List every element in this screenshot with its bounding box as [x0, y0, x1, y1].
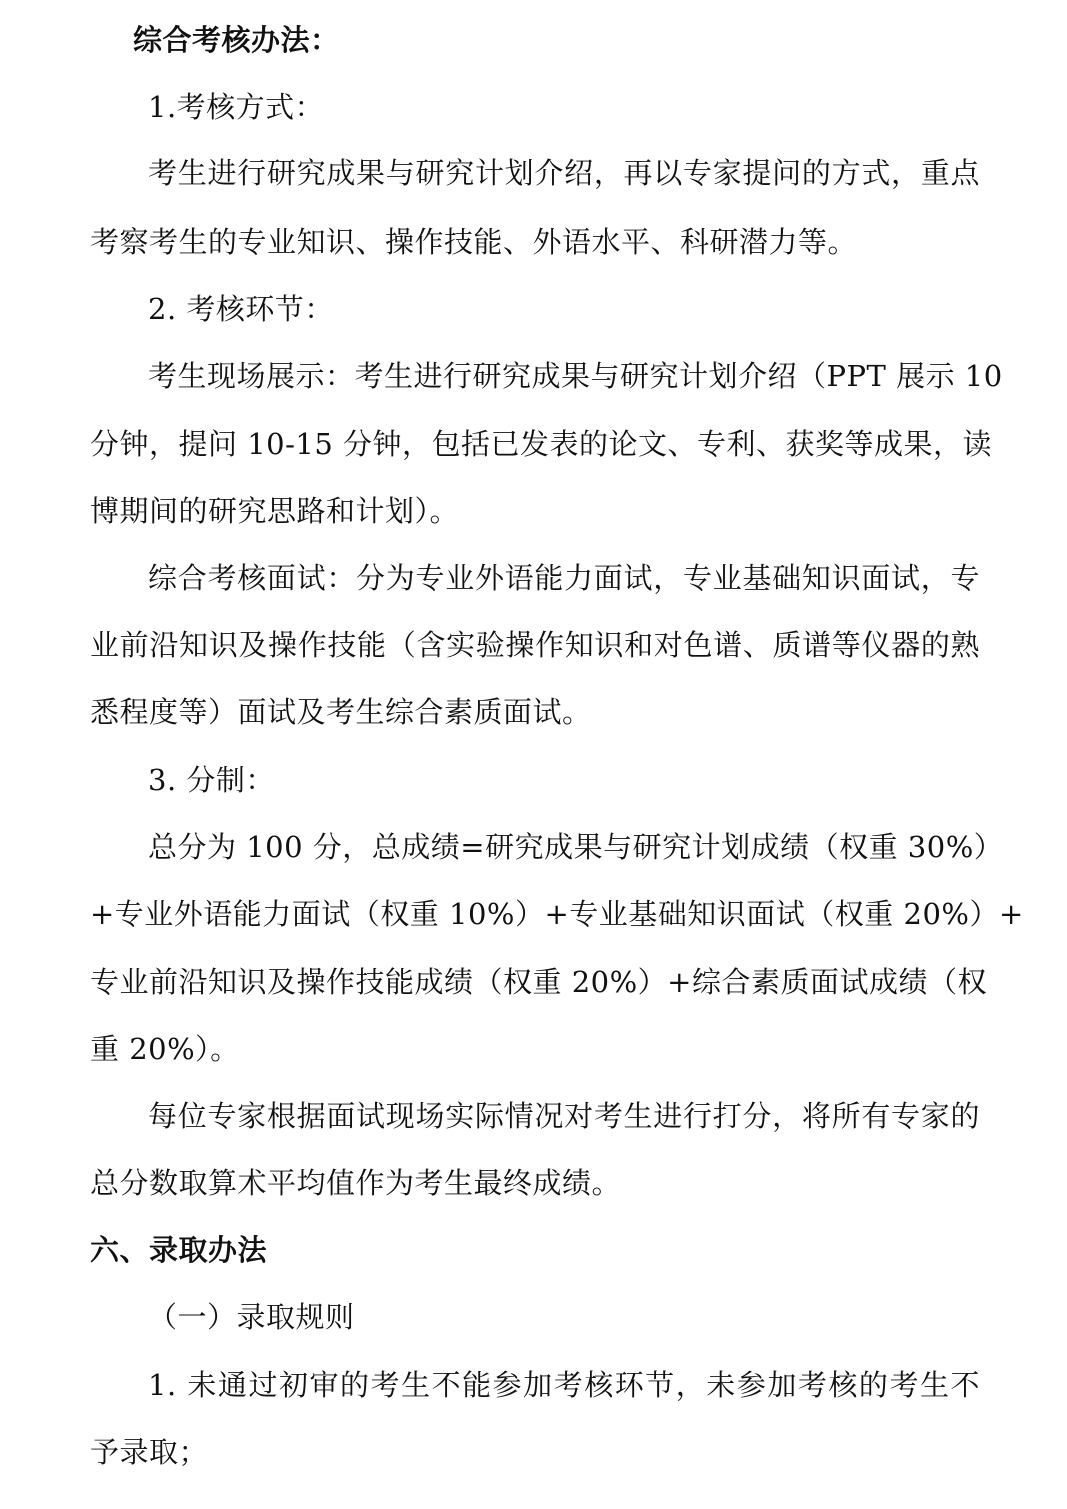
scoring-heading: 3. 分制： — [148, 763, 275, 797]
paragraph-line: 专业前沿知识及操作技能成绩（权重 20%）+综合素质面试成绩（权 — [90, 965, 987, 999]
assessment-stage-heading: 2. 考核环节： — [148, 292, 334, 326]
paragraph-line: 1. 未通过初审的考生不能参加考核环节，未参加考核的考生不 — [148, 1368, 980, 1402]
paragraph-line: 综合考核面试：分为专业外语能力面试，专业基础知识面试，专 — [148, 561, 980, 595]
paragraph-line: 分钟，提问 10-15 分钟，包括已发表的论文、专利、获奖等成果，读 — [90, 427, 993, 461]
paragraph-line: 予录取； — [90, 1435, 209, 1469]
paragraph-line: +专业外语能力面试（权重 10%）+专业基础知识面试（权重 20%）+ — [90, 897, 1024, 931]
assessment-method-heading: 综合考核办法： — [133, 23, 340, 57]
paragraph-line: 考察考生的专业知识、操作技能、外语水平、科研潜力等。 — [90, 225, 858, 259]
admission-method-heading: 六、录取办法 — [90, 1233, 268, 1267]
paragraph-line: 总分为 100 分，总成绩=研究成果与研究计划成绩（权重 30%） — [148, 830, 1004, 864]
paragraph-line: 考生进行研究成果与研究计划介绍，再以专家提问的方式，重点 — [148, 156, 980, 190]
paragraph-line: 博期间的研究思路和计划）。 — [90, 494, 460, 528]
admission-rules-heading: （一）录取规则 — [148, 1300, 355, 1334]
paragraph-line: 考生现场展示：考生进行研究成果与研究计划介绍（PPT 展示 10 — [148, 359, 1003, 393]
assessment-mode-heading: 1.考核方式： — [148, 90, 325, 124]
paragraph-line: 业前沿知识及操作技能（含实验操作知识和对色谱、质谱等仪器的熟 — [90, 628, 980, 662]
paragraph-line: 悉程度等）面试及考生综合素质面试。 — [90, 695, 592, 729]
paragraph-line: 总分数取算术平均值作为考生最终成绩。 — [90, 1166, 622, 1200]
paragraph-line: 每位专家根据面试现场实际情况对考生进行打分，将所有专家的 — [148, 1099, 980, 1133]
paragraph-line: 重 20%）。 — [90, 1032, 240, 1066]
